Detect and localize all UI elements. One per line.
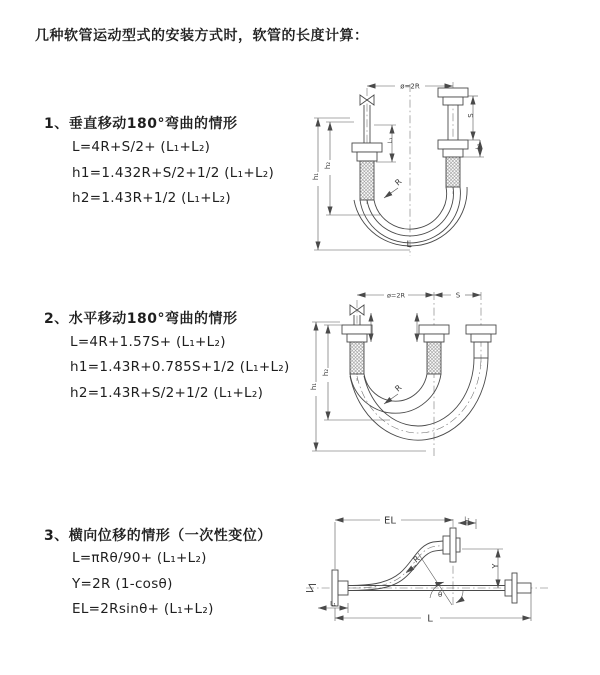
dimension-span-2R: [357, 292, 434, 300]
section1-formula-h2: h2=1.43R+1/2 (L₁+L₂): [72, 190, 231, 206]
dimension-y: [462, 549, 503, 588]
label-r: R: [393, 383, 404, 394]
label-length-L: L: [406, 240, 412, 250]
centerlines: [367, 82, 453, 256]
dimension-radius-R: [384, 177, 404, 198]
label-r: R: [411, 554, 422, 565]
label-span: ø=2R: [400, 82, 420, 91]
label-l1: L₁: [330, 600, 336, 608]
label-el: EL: [384, 515, 396, 527]
label-l2: L₂: [464, 516, 470, 523]
section1-heading: 1、垂直移动180°弯曲的情形: [44, 116, 238, 132]
section1-formula-h1: h1=1.432R+S/2+1/2 (L₁+L₂): [72, 165, 275, 181]
hose-right-leg-shifted: [466, 325, 496, 358]
label-h1: h₁: [312, 172, 320, 181]
dimension-el: [335, 516, 453, 570]
label-l1: L₁: [387, 137, 394, 144]
hose-right-leg: [438, 88, 468, 187]
section2-formula-L: L=4R+1.57S+ (L₁+L₂): [70, 334, 226, 350]
label-r: R: [393, 177, 404, 188]
hose-loop-arcs: [350, 358, 488, 440]
label-theta: θ: [438, 591, 443, 599]
flange-right-lower: [505, 573, 531, 603]
valve-icon: [360, 95, 374, 105]
label-h1: h₁: [310, 382, 318, 391]
diagram-horizontal-180-bend: [308, 286, 552, 466]
diagram-vertical-180-bend: [310, 76, 500, 261]
hose-s-curve: [348, 541, 443, 591]
diagram-lateral-displacement: [300, 505, 555, 650]
dimension-l1: [318, 601, 348, 614]
hose-middle-leg: [419, 325, 449, 374]
section2-formula-h2: h2=1.43R+S/2+1/2 (L₁+L₂): [70, 385, 264, 401]
section3-heading: 3、横向位移的情形（一次性变位）: [44, 528, 272, 544]
section3-formula-L: L=πRθ/90+ (L₁+L₂): [72, 550, 207, 566]
label-span: ø=2R: [386, 291, 406, 300]
section3-formula-EL: EL=2Rsinθ+ (L₁+L₂): [72, 601, 214, 617]
label-y: Y: [491, 563, 500, 569]
section3-formula-Y: Y=2R (1-cosθ): [72, 576, 173, 592]
label-h2: h₂: [322, 368, 330, 377]
dimension-h1: [310, 322, 426, 451]
dimension-s: [434, 292, 481, 300]
section1-formula-L: L=4R+S/2+ (L₁+L₂): [72, 139, 211, 155]
section2-formula-h1: h1=1.43R+0.785S+1/2 (L₁+L₂): [70, 359, 290, 375]
label-s: S: [455, 291, 461, 300]
dimension-length-L: [335, 593, 531, 625]
label-s: S: [467, 113, 475, 118]
label-h2: h₂: [324, 161, 332, 170]
label-l2: L₂: [475, 143, 482, 150]
dimension-s: [467, 96, 480, 140]
section2-heading: 2、水平移动180°弯曲的情形: [44, 311, 238, 327]
flange-upper-right: [443, 528, 460, 562]
centerlines: [357, 292, 481, 458]
page-title: 几种软管运动型式的安装方式时，软管的长度计算：: [35, 28, 369, 44]
hose-left-leg: [342, 315, 372, 374]
label-l: L: [427, 613, 433, 625]
dimension-l2: [458, 517, 476, 530]
fitting-dim-arrows: [371, 313, 417, 342]
